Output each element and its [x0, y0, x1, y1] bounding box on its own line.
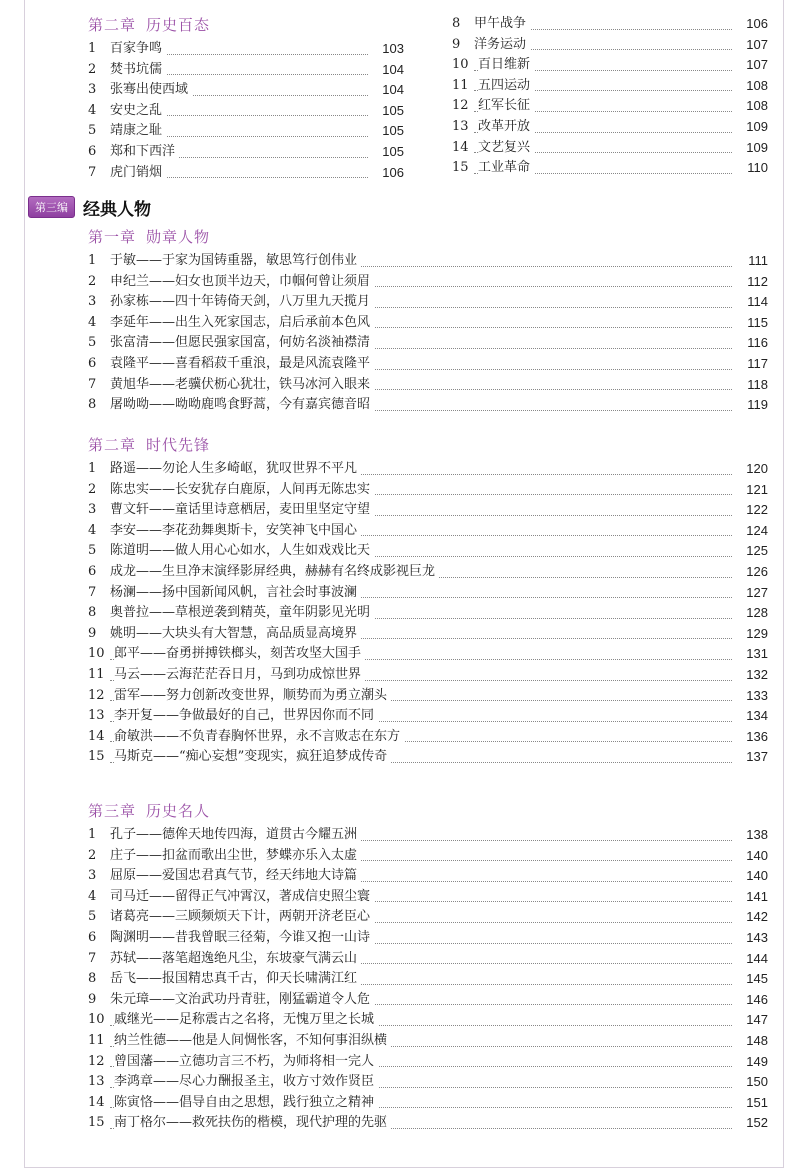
entry-title-wrap	[478, 96, 534, 117]
entry-title: 洋务运动	[474, 37, 530, 52]
toc-entry[interactable]	[88, 313, 768, 334]
entry-title: 曹文轩——童话里诗意栖居，麦田里坚定守望	[110, 502, 374, 517]
entry-title-wrap	[110, 562, 439, 583]
entry-page-number: 105	[368, 101, 404, 122]
entry-number: 5	[88, 123, 97, 139]
entry-title-wrap	[110, 887, 374, 908]
entry-page-number: 148	[732, 1031, 768, 1052]
entry-number: 11	[452, 77, 469, 93]
entry-page-number: 105	[368, 142, 404, 163]
entry-title-wrap	[110, 313, 374, 334]
entry-title: 郎平——奋勇拼搏铁榔头，刻苦攻坚大国手	[114, 646, 365, 661]
entry-title-wrap	[114, 644, 365, 665]
entry-number: 2	[88, 273, 97, 289]
toc-entry[interactable]	[88, 928, 768, 949]
toc-entry[interactable]	[88, 907, 768, 928]
entry-number: 12	[88, 687, 105, 703]
entry-title: 于敏——于家为国铸重器，敏思笃行创伟业	[110, 253, 361, 268]
entry-title-wrap	[110, 990, 374, 1011]
entry-page-number: 144	[732, 949, 768, 970]
entry-title-wrap	[110, 333, 374, 354]
entry-title-wrap	[114, 706, 378, 727]
entry-number: 8	[88, 971, 97, 987]
entry-number: 10	[88, 1012, 105, 1028]
entry-number: 12	[88, 1053, 105, 1069]
entry-title-wrap	[114, 686, 391, 707]
entry-title-wrap	[110, 39, 166, 60]
entry-number: 10	[88, 646, 105, 662]
entry-number: 7	[88, 164, 97, 180]
entry-page-number: 120	[732, 459, 768, 480]
entry-page-number: 115	[732, 313, 768, 334]
toc-entry[interactable]	[88, 866, 768, 887]
entry-number: 9	[88, 625, 97, 641]
entry-page-number: 126	[732, 562, 768, 583]
entry-number: 5	[88, 335, 97, 351]
toc-entry[interactable]	[88, 825, 768, 846]
entry-title: 屠呦呦——呦呦鹿鸣食野蒿，今有嘉宾德音昭	[110, 397, 374, 412]
chapter-3-section	[88, 800, 768, 1134]
toc-entry[interactable]	[88, 142, 404, 163]
entry-page-number: 105	[368, 121, 404, 142]
toc-entry[interactable]	[88, 375, 768, 396]
entry-title: 马斯克——“痴心妄想”变现实，疯狂追梦成传奇	[114, 749, 391, 764]
entry-title: 李开复——争做最好的自己，世界因你而不同	[114, 708, 378, 723]
entry-title-wrap	[114, 727, 404, 748]
entry-title-wrap	[110, 928, 374, 949]
history-left-column	[88, 14, 404, 183]
entry-title: 靖康之耻	[110, 123, 166, 138]
toc-entry[interactable]	[88, 541, 768, 562]
entry-number: 3	[88, 294, 97, 310]
entry-page-number: 145	[732, 969, 768, 990]
entry-title-wrap	[114, 1031, 391, 1052]
entry-title-wrap	[110, 603, 374, 624]
entry-title-wrap	[114, 1072, 378, 1093]
entry-number: 5	[88, 909, 97, 925]
entry-number: 1	[88, 827, 97, 842]
chapter-label: 第一章	[88, 228, 137, 246]
entry-title: 杨澜——扬中国新闻风帆，言社会时事波澜	[110, 585, 361, 600]
entry-page-number: 125	[732, 541, 768, 562]
chapter-title-pioneer	[88, 434, 768, 456]
entry-title: 诸葛亮——三顾频烦天下计，两朝开济老臣心	[110, 909, 374, 924]
entry-title-wrap	[114, 1113, 391, 1134]
entry-page-number: 117	[732, 354, 768, 375]
entry-title: 路遥——勿论人生多崎岖，犹叹世界不平凡	[110, 461, 361, 476]
entry-title-wrap	[474, 14, 530, 35]
toc-entry[interactable]	[452, 96, 768, 117]
entry-page-number: 134	[732, 706, 768, 727]
entry-title: 改革开放	[478, 119, 534, 134]
entry-title-wrap	[110, 292, 374, 313]
entry-number: 15	[88, 1115, 105, 1131]
entry-number: 4	[88, 522, 97, 538]
entry-page-number: 147	[732, 1010, 768, 1031]
chapter-name: 历史百态	[146, 16, 211, 34]
entry-page-number: 110	[732, 158, 768, 179]
entry-title: 李安——李花劲舞奥斯卡，安笑神飞中国心	[110, 523, 361, 538]
entry-page-number: 143	[732, 928, 768, 949]
entry-title: 郑和下西洋	[110, 144, 179, 159]
entry-page-number: 151	[732, 1093, 768, 1114]
entry-title-wrap	[110, 521, 361, 542]
entry-title: 雷军——努力创新改变世界，顺势而为勇立潮头	[114, 688, 391, 703]
chapter-title-historical	[88, 800, 768, 822]
entry-page-number: 118	[732, 375, 768, 396]
entry-title: 百家争鸣	[110, 41, 166, 56]
entry-title-wrap	[110, 969, 361, 990]
entry-title: 孙家栋——四十年铸倚天剑，八万里九天揽月	[110, 294, 374, 309]
entry-title-wrap	[110, 846, 361, 867]
entry-title: 申纪兰——妇女也顶半边天，巾帼何曾让须眉	[110, 274, 374, 289]
entry-title-wrap	[110, 500, 374, 521]
entry-title: 南丁格尔——救死扶伤的楷模，现代护理的先驱	[114, 1115, 391, 1130]
entry-page-number: 104	[368, 80, 404, 101]
entry-page-number: 106	[732, 14, 768, 35]
toc-entry[interactable]	[88, 251, 768, 272]
entry-page-number: 109	[732, 117, 768, 138]
entry-title: 司马迁——留得正气冲霄汉，著成信史照尘寰	[110, 889, 374, 904]
entry-title: 张骞出使西域	[110, 82, 192, 97]
entry-title: 孔子——德侔天地传四海，道贯古今耀五洲	[110, 827, 361, 842]
entry-title: 工业革命	[478, 160, 534, 175]
entry-page-number: 137	[732, 747, 768, 768]
entry-page-number: 133	[732, 686, 768, 707]
entry-number: 13	[88, 708, 105, 724]
toc-entry[interactable]	[452, 55, 768, 76]
toc-entry[interactable]	[88, 887, 768, 908]
entry-title: 陶渊明——昔我曾眠三径菊，今谁又抱一山诗	[110, 930, 374, 945]
chapter-name: 时代先锋	[146, 436, 211, 454]
entry-title-wrap	[478, 138, 534, 159]
entry-title: 庄子——扣盆而歌出尘世，梦蝶亦乐入太虚	[110, 848, 361, 863]
toc-entry[interactable]	[88, 583, 768, 604]
entry-page-number: 140	[732, 846, 768, 867]
entry-page-number: 127	[732, 583, 768, 604]
entry-title-wrap	[110, 459, 361, 480]
entry-page-number: 142	[732, 907, 768, 928]
entry-number: 2	[88, 61, 97, 77]
entry-number: 10	[452, 57, 469, 73]
entry-number: 14	[452, 139, 469, 155]
entry-page-number: 119	[732, 395, 768, 416]
chapter-label: 第三章	[88, 802, 137, 820]
entry-number: 11	[88, 666, 105, 682]
entry-page-number: 124	[732, 521, 768, 542]
entry-title-wrap	[478, 76, 534, 97]
entry-title-wrap	[110, 541, 374, 562]
toc-entry[interactable]	[88, 665, 768, 686]
entry-page-number: 140	[732, 866, 768, 887]
entry-page-number: 106	[368, 163, 404, 184]
entry-title-wrap	[110, 583, 361, 604]
toc-entry[interactable]	[88, 969, 768, 990]
entry-number: 1	[88, 253, 97, 268]
entry-number: 9	[88, 991, 97, 1007]
entry-number: 3	[88, 868, 97, 884]
entry-number: 13	[88, 1074, 105, 1090]
entry-page-number: 109	[732, 138, 768, 159]
entry-page-number: 122	[732, 500, 768, 521]
toc-entry[interactable]	[88, 459, 768, 480]
toc-entry[interactable]	[88, 603, 768, 624]
toc-entry[interactable]	[88, 1031, 768, 1052]
entry-number: 15	[88, 749, 105, 765]
entry-page-number: 138	[732, 825, 768, 846]
entry-number: 3	[88, 82, 97, 98]
toc-entry[interactable]	[88, 500, 768, 521]
entry-page-number: 107	[732, 55, 768, 76]
entry-page-number: 103	[368, 39, 404, 60]
toc-entry[interactable]	[88, 480, 768, 501]
toc-entry[interactable]	[88, 121, 404, 142]
entry-title-wrap	[114, 1052, 378, 1073]
entry-title-wrap	[110, 80, 192, 101]
entry-title: 屈原——爱国忠君真气节，经天纬地大诗篇	[110, 868, 361, 883]
entry-page-number: 111	[732, 251, 768, 272]
toc-entry[interactable]	[88, 163, 404, 184]
entry-number: 7	[88, 376, 97, 392]
entry-title-wrap	[110, 101, 166, 122]
entry-number: 4	[88, 888, 97, 904]
entry-page-number: 114	[732, 292, 768, 313]
toc-list	[88, 459, 768, 768]
entry-title-wrap	[110, 949, 361, 970]
entry-title: 纳兰性德——他是人间惆怅客，不知何事泪纵横	[114, 1033, 391, 1048]
entry-number: 11	[88, 1032, 105, 1048]
toc-entry[interactable]	[452, 158, 768, 179]
entry-page-number: 108	[732, 96, 768, 117]
toc-entry[interactable]	[452, 35, 768, 56]
entry-number: 14	[88, 728, 105, 744]
entry-number: 6	[88, 355, 97, 371]
entry-title-wrap	[110, 866, 361, 887]
entry-number: 8	[88, 605, 97, 621]
entry-title-wrap	[110, 354, 374, 375]
toc-list	[88, 251, 768, 416]
entry-title-wrap	[114, 1010, 378, 1031]
entry-number: 4	[88, 102, 97, 118]
toc-entry[interactable]	[88, 562, 768, 583]
entry-number: 9	[452, 36, 461, 52]
entry-title: 五四运动	[478, 78, 534, 93]
entry-title: 俞敏洪——不负青春胸怀世界，永不言败志在东方	[114, 729, 404, 744]
chapter-label: 第二章	[88, 16, 137, 34]
entry-page-number: 136	[732, 727, 768, 748]
entry-number: 6	[88, 929, 97, 945]
entry-title: 戚继光——足称震古之名将，无愧万里之长城	[114, 1012, 378, 1027]
entry-number: 13	[452, 118, 469, 134]
entry-title-wrap	[110, 395, 374, 416]
entry-number: 12	[452, 98, 469, 114]
entry-page-number: 149	[732, 1052, 768, 1073]
entry-page-number: 121	[732, 480, 768, 501]
toc-list	[88, 39, 404, 183]
entry-number: 1	[88, 41, 97, 56]
entry-number: 2	[88, 481, 97, 497]
entry-title: 苏轼——落笔超逸绝凡尘，东坡豪气满云山	[110, 951, 361, 966]
entry-number: 1	[88, 461, 97, 476]
chapter-name: 勋章人物	[146, 228, 211, 246]
entry-title: 陈道明——做人用心心如水，人生如戏戏比天	[110, 543, 374, 558]
history-right-column	[452, 14, 768, 179]
toc-entry[interactable]	[88, 521, 768, 542]
entry-page-number: 132	[732, 665, 768, 686]
toc-entry[interactable]	[88, 624, 768, 645]
toc-entry[interactable]	[88, 706, 768, 727]
entry-number: 8	[88, 397, 97, 413]
entry-title: 黄旭华——老骥伏枥心犹壮，铁马冰河入眼来	[110, 377, 374, 392]
entry-title-wrap	[478, 117, 534, 138]
toc-list	[88, 825, 768, 1134]
chapter-2-section	[88, 434, 768, 768]
toc-entry[interactable]	[88, 1052, 768, 1073]
toc-entry[interactable]	[88, 644, 768, 665]
toc-list	[452, 14, 768, 179]
entry-title: 陈寅恪——倡导自由之思想，践行独立之精神	[114, 1095, 378, 1110]
entry-page-number: 150	[732, 1072, 768, 1093]
entry-title: 马云——云海茫茫吞日月，马到功成惊世界	[114, 667, 365, 682]
entry-title: 文艺复兴	[478, 140, 534, 155]
entry-title-wrap	[110, 907, 374, 928]
entry-number: 6	[88, 563, 97, 579]
toc-entry[interactable]	[88, 1072, 768, 1093]
toc-entry[interactable]	[88, 272, 768, 293]
toc-entry[interactable]	[88, 80, 404, 101]
toc-entry[interactable]	[88, 846, 768, 867]
chapter-title-medal	[88, 226, 768, 248]
entry-title: 安史之乱	[110, 103, 166, 118]
chapter-label: 第二章	[88, 436, 137, 454]
entry-page-number: 146	[732, 990, 768, 1011]
entry-title-wrap	[114, 1093, 378, 1114]
entry-title-wrap	[110, 624, 361, 645]
entry-number: 7	[88, 950, 97, 966]
entry-page-number: 128	[732, 603, 768, 624]
entry-title: 姚明——大块头有大智慧，高品质显高境界	[110, 626, 361, 641]
entry-title-wrap	[474, 35, 530, 56]
entry-page-number: 141	[732, 887, 768, 908]
chapter-name: 历史名人	[146, 802, 211, 820]
toc-entry[interactable]	[88, 727, 768, 748]
toc-entry[interactable]	[88, 354, 768, 375]
toc-entry[interactable]	[88, 101, 404, 122]
entry-title-wrap	[110, 480, 374, 501]
entry-page-number: 107	[732, 35, 768, 56]
entry-page-number: 104	[368, 60, 404, 81]
toc-entry[interactable]	[88, 1010, 768, 1031]
entry-title: 焚书坑儒	[110, 62, 166, 77]
entry-title: 朱元璋——文治武功丹青驻，刚猛霸道令人危	[110, 992, 374, 1007]
entry-title: 李延年——出生入死家国志，启后承前本色风	[110, 315, 374, 330]
entry-title: 奥普拉——草根逆袭到精英，童年阴影见光明	[110, 605, 374, 620]
chapter-1-section	[88, 226, 768, 416]
entry-number: 14	[88, 1094, 105, 1110]
entry-title: 张富清——但愿民强家国富，何妨名淡袖襟清	[110, 335, 374, 350]
toc-entry[interactable]	[452, 138, 768, 159]
entry-title-wrap	[110, 272, 374, 293]
part-header	[28, 196, 151, 218]
entry-title-wrap	[110, 60, 166, 81]
entry-title: 李鸿章——尽心力酬报圣主，收方寸效作贤臣	[114, 1074, 378, 1089]
entry-number: 4	[88, 314, 97, 330]
entry-title: 岳飞——报国精忠真千古，仰天长啸满江红	[110, 971, 361, 986]
entry-title-wrap	[110, 142, 179, 163]
toc-entry[interactable]	[88, 39, 404, 60]
entry-title: 甲午战争	[474, 16, 530, 31]
entry-title-wrap	[110, 375, 374, 396]
toc-entry[interactable]	[88, 747, 768, 768]
toc-entry[interactable]	[88, 292, 768, 313]
entry-number: 8	[452, 16, 461, 31]
entry-page-number: 129	[732, 624, 768, 645]
entry-number: 15	[452, 160, 469, 176]
entry-page-number: 108	[732, 76, 768, 97]
entry-title: 红军长征	[478, 98, 534, 113]
entry-title: 成龙——生旦净末演绎影屏经典，赫赫有名终成影视巨龙	[110, 564, 439, 579]
entry-number: 6	[88, 143, 97, 159]
entry-number: 2	[88, 847, 97, 863]
toc-entry[interactable]	[88, 990, 768, 1011]
entry-title-wrap	[110, 251, 361, 272]
entry-title-wrap	[110, 163, 166, 184]
entry-title-wrap	[110, 825, 361, 846]
entry-page-number: 112	[732, 272, 768, 293]
toc-entry[interactable]	[88, 395, 768, 416]
entry-title: 百日维新	[478, 57, 534, 72]
entry-number: 7	[88, 584, 97, 600]
entry-title-wrap	[114, 665, 365, 686]
entry-page-number: 152	[732, 1113, 768, 1134]
toc-entry[interactable]	[452, 117, 768, 138]
toc-entry[interactable]	[88, 1093, 768, 1114]
toc-entry[interactable]	[88, 1113, 768, 1134]
toc-entry[interactable]	[452, 76, 768, 97]
toc-entry[interactable]	[452, 14, 768, 35]
entry-number: 3	[88, 502, 97, 518]
toc-entry[interactable]	[88, 949, 768, 970]
part-title: 经典人物	[83, 199, 151, 220]
toc-entry[interactable]	[88, 333, 768, 354]
entry-number: 5	[88, 543, 97, 559]
entry-title-wrap	[478, 55, 534, 76]
entry-title: 陈忠实——长安犹存白鹿原，人间再无陈忠实	[110, 482, 374, 497]
toc-entry[interactable]	[88, 686, 768, 707]
part-badge: 第三编	[28, 196, 75, 218]
entry-title-wrap	[478, 158, 534, 179]
entry-title: 虎门销烟	[110, 165, 166, 180]
chapter-title-history	[88, 14, 404, 36]
toc-entry[interactable]	[88, 60, 404, 81]
entry-page-number: 116	[732, 333, 768, 354]
entry-title: 曾国藩——立德功言三不朽，为师将相一完人	[114, 1054, 378, 1069]
entry-page-number: 131	[732, 644, 768, 665]
entry-title: 袁隆平——喜看稻菽千重浪，最是风流袁隆平	[110, 356, 374, 371]
entry-title-wrap	[110, 121, 166, 142]
entry-title-wrap	[114, 747, 391, 768]
